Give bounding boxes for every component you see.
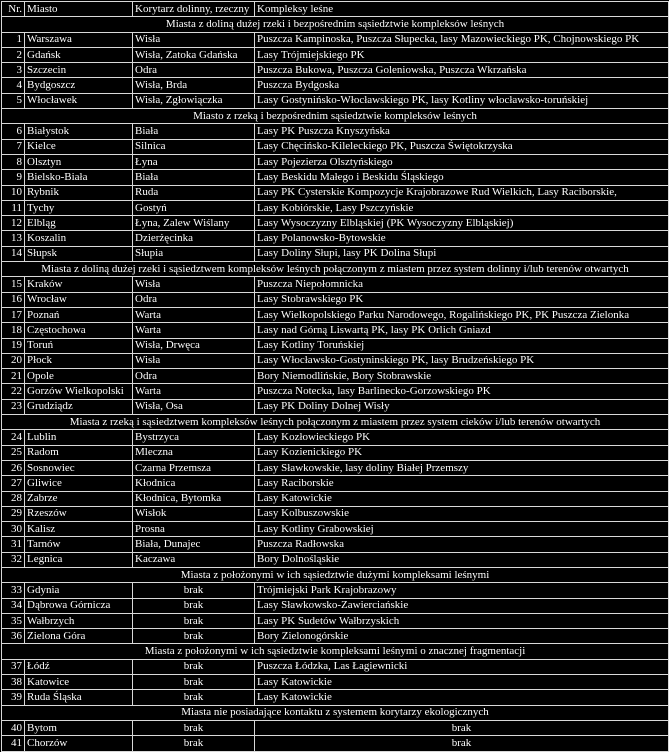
- table-row: [2, 307, 669, 322]
- cell-city: Białystok: [25, 124, 133, 139]
- table-row: [2, 613, 669, 628]
- table-row: [2, 675, 669, 690]
- cell-nr: 23: [2, 399, 25, 414]
- cell-corridor: Warta: [133, 323, 255, 338]
- cell-city: Chorzów: [25, 736, 133, 751]
- cell-nr: 17: [2, 307, 25, 322]
- cell-nr: 30: [2, 522, 25, 537]
- table-row: [2, 476, 669, 491]
- cell-corridor: Wisła, Zgłowiączka: [133, 93, 255, 108]
- cell-forest: Lasy Wielkopolskiego Parku Narodowego, Rogalińskiego PK, PK Puszcza Zielonka: [255, 307, 669, 322]
- cell-forest: Lasy Raciborskie: [255, 476, 669, 491]
- section-row: [2, 262, 669, 277]
- table-row: [2, 598, 669, 613]
- cell-city: Bydgoszcz: [25, 78, 133, 93]
- cell-city: Włocławek: [25, 93, 133, 108]
- cell-nr: 25: [2, 445, 25, 460]
- cell-corridor: Wisła: [133, 353, 255, 368]
- section-row: [2, 705, 669, 720]
- cell-forest: Lasy nad Górną Liswartą PK, lasy PK Orlich Gniazd: [255, 323, 669, 338]
- table-row: [2, 430, 669, 445]
- cell-nr: 8: [2, 154, 25, 169]
- cell-city: Kielce: [25, 139, 133, 154]
- cell-nr: 40: [2, 720, 25, 735]
- section-row: [2, 17, 669, 32]
- cell-forest: Lasy Chęcińsko-Kileleckiego PK, Puszcza Świętokrzyska: [255, 139, 669, 154]
- cell-corridor: Słupia: [133, 246, 255, 261]
- cell-city: Lublin: [25, 430, 133, 445]
- cell-nr: 29: [2, 506, 25, 521]
- cell-forest: Lasy Stobrawskiego PK: [255, 292, 669, 307]
- cell-forest: Lasy Kolbuszowskie: [255, 506, 669, 521]
- cell-forest: Lasy Kobiórskie, Lasy Pszczyńskie: [255, 200, 669, 215]
- cell-forest: Lasy Kozłowieckiego PK: [255, 430, 669, 445]
- cell-city: Elbląg: [25, 216, 133, 231]
- cell-corridor: brak: [133, 629, 255, 644]
- cell-nr: 18: [2, 323, 25, 338]
- table-row: [2, 78, 669, 93]
- cell-forest: Lasy Sławkowskie, lasy doliny Białej Przemszy: [255, 460, 669, 475]
- cell-city: Olsztyn: [25, 154, 133, 169]
- cell-corridor: Wisła, Drwęca: [133, 338, 255, 353]
- table-row: [2, 522, 669, 537]
- cell-city: Koszalin: [25, 231, 133, 246]
- cell-forest: Lasy PK Cysterskie Kompozycje Krajobrazowe Rud Wielkich, Lasy Raciborskie,: [255, 185, 669, 200]
- section-row: [2, 567, 669, 582]
- cell-nr: 4: [2, 78, 25, 93]
- cell-city: Gliwice: [25, 476, 133, 491]
- cell-corridor: Biała: [133, 170, 255, 185]
- cell-city: Wrocław: [25, 292, 133, 307]
- table-row: [2, 690, 669, 705]
- cell-corridor: Prosna: [133, 522, 255, 537]
- cell-forest: Lasy Kotliny Toruńskiej: [255, 338, 669, 353]
- table-row: [2, 93, 669, 108]
- cell-forest: Lasy PK Sudetów Wałbrzyskich: [255, 613, 669, 628]
- cell-corridor: Ruda: [133, 185, 255, 200]
- cell-corridor: Wisła, Osa: [133, 399, 255, 414]
- cell-corridor: brak: [133, 659, 255, 674]
- cell-forest: Bory Dolnośląskie: [255, 552, 669, 567]
- table-row: [2, 460, 669, 475]
- cell-forest: Lasy Doliny Słupi, lasy PK Dolina Słupi: [255, 246, 669, 261]
- cell-nr: 39: [2, 690, 25, 705]
- cell-nr: 22: [2, 384, 25, 399]
- cell-forest: Puszcza Kampinoska, Puszcza Słupecka, lasy Mazowieckiego PK, Chojnowskiego PK: [255, 32, 669, 47]
- cell-city: Tarnów: [25, 537, 133, 552]
- section-title: Miasta z położonymi w ich sąsiedztwie kompleksami leśnymi o znacznej fragmentacji: [2, 644, 669, 659]
- cell-forest: Lasy Pojezierza Olsztyńskiego: [255, 154, 669, 169]
- cell-corridor: Odra: [133, 63, 255, 78]
- cell-nr: 10: [2, 185, 25, 200]
- header-city: Miasto: [25, 2, 133, 17]
- cell-nr: 41: [2, 736, 25, 751]
- section-row: [2, 415, 669, 430]
- cell-city: Rzeszów: [25, 506, 133, 521]
- cell-nr: 32: [2, 552, 25, 567]
- cell-corridor: Łyna, Zalew Wiślany: [133, 216, 255, 231]
- cell-corridor: Kłodnica, Bytomka: [133, 491, 255, 506]
- table-row: [2, 170, 669, 185]
- table-row: [2, 537, 669, 552]
- table-row: [2, 445, 669, 460]
- cell-city: Słupsk: [25, 246, 133, 261]
- cell-forest: Puszcza Łódzka, Las Łagiewnicki: [255, 659, 669, 674]
- cell-nr: 11: [2, 200, 25, 215]
- cell-nr: 24: [2, 430, 25, 445]
- cell-nr: 20: [2, 353, 25, 368]
- table-row: [2, 583, 669, 598]
- table-row: [2, 32, 669, 47]
- cell-forest: Lasy Gostynińsko-Włocławskiego PK, lasy Kotliny włocławsko-toruńskiej: [255, 93, 669, 108]
- cell-corridor: Wisła: [133, 32, 255, 47]
- cell-corridor: Gostyń: [133, 200, 255, 215]
- cell-nr: 9: [2, 170, 25, 185]
- cell-city: Bytom: [25, 720, 133, 735]
- cell-city: Dąbrowa Górnicza: [25, 598, 133, 613]
- cell-corridor: Wisła: [133, 277, 255, 292]
- cell-nr: 6: [2, 124, 25, 139]
- cell-city: Radom: [25, 445, 133, 460]
- cell-city: Łódź: [25, 659, 133, 674]
- cell-forest: Lasy PK Puszcza Knyszyńska: [255, 124, 669, 139]
- table-row: [2, 139, 669, 154]
- cell-nr: 34: [2, 598, 25, 613]
- cell-corridor: Czarna Przemsza: [133, 460, 255, 475]
- section-title: Miasta z rzeką i sąsiedztwem kompleksów leśnych połączonym z miastem przez system cieków i/lub terenów otwartych: [2, 415, 669, 430]
- cell-forest: Puszcza Notecka, lasy Barlinecko-Gorzowskiego PK: [255, 384, 669, 399]
- cell-corridor: Łyna: [133, 154, 255, 169]
- cell-city: Poznań: [25, 307, 133, 322]
- cell-nr: 19: [2, 338, 25, 353]
- cell-city: Tychy: [25, 200, 133, 215]
- table-row: [2, 491, 669, 506]
- cell-nr: 33: [2, 583, 25, 598]
- header-corridor: Korytarz dolinny, rzeczny: [133, 2, 255, 17]
- cell-nr: 31: [2, 537, 25, 552]
- table-row: [2, 277, 669, 292]
- cell-city: Rybnik: [25, 185, 133, 200]
- cell-corridor: Odra: [133, 292, 255, 307]
- cell-nr: 36: [2, 629, 25, 644]
- section-title: Miasto z rzeką i bezpośrednim sąsiedztwie kompleksów leśnych: [2, 109, 669, 124]
- cell-corridor: brak: [133, 736, 255, 751]
- table-row: [2, 353, 669, 368]
- header-nr: Nr.: [2, 2, 25, 17]
- cell-nr: 14: [2, 246, 25, 261]
- cell-nr: 26: [2, 460, 25, 475]
- cell-corridor: brak: [133, 690, 255, 705]
- cell-corridor: Wisła, Zatoka Gdańska: [133, 47, 255, 62]
- cell-corridor: Wisłok: [133, 506, 255, 521]
- section-title: Miasta z doliną dużej rzeki i bezpośrednim sąsiedztwie kompleksów leśnych: [2, 17, 669, 32]
- table-row: [2, 292, 669, 307]
- cell-nr: 16: [2, 292, 25, 307]
- cell-corridor: Mleczna: [133, 445, 255, 460]
- section-row: [2, 109, 669, 124]
- cell-nr: 37: [2, 659, 25, 674]
- cell-forest: Lasy Włocławsko-Gostyninskiego PK, lasy Brudzeńskiego PK: [255, 353, 669, 368]
- cell-corridor: Warta: [133, 384, 255, 399]
- cell-city: Opole: [25, 369, 133, 384]
- table-row: [2, 323, 669, 338]
- cell-corridor: brak: [133, 613, 255, 628]
- cell-city: Legnica: [25, 552, 133, 567]
- cell-forest: Bory Niemodlińskie, Bory Stobrawskie: [255, 369, 669, 384]
- cell-corridor: brak: [133, 583, 255, 598]
- cell-forest: brak: [255, 720, 669, 735]
- cell-corridor: Kaczawa: [133, 552, 255, 567]
- cell-corridor: Kłodnica: [133, 476, 255, 491]
- cell-city: Toruń: [25, 338, 133, 353]
- cell-forest: Bory Zielonogórskie: [255, 629, 669, 644]
- header-forest: Kompleksy leśne: [255, 2, 669, 17]
- cell-city: Kraków: [25, 277, 133, 292]
- cell-city: Kalisz: [25, 522, 133, 537]
- cell-city: Wałbrzych: [25, 613, 133, 628]
- cell-forest: Lasy Kotliny Grabowskiej: [255, 522, 669, 537]
- cell-forest: Puszcza Bydgoska: [255, 78, 669, 93]
- cell-corridor: Biała: [133, 124, 255, 139]
- cell-nr: 27: [2, 476, 25, 491]
- cell-nr: 2: [2, 47, 25, 62]
- cell-city: Płock: [25, 353, 133, 368]
- cell-corridor: brak: [133, 675, 255, 690]
- cell-nr: 15: [2, 277, 25, 292]
- cell-corridor: Silnica: [133, 139, 255, 154]
- cell-nr: 12: [2, 216, 25, 231]
- cell-forest: Puszcza Radłowska: [255, 537, 669, 552]
- cell-nr: 38: [2, 675, 25, 690]
- table-row: [2, 629, 669, 644]
- cell-forest: Lasy PK Doliny Dolnej Wisły: [255, 399, 669, 414]
- table-row: [2, 506, 669, 521]
- table-row: [2, 200, 669, 215]
- cell-city: Bielsko-Biała: [25, 170, 133, 185]
- table-body: [2, 17, 669, 751]
- table-row: [2, 736, 669, 751]
- cell-city: Warszawa: [25, 32, 133, 47]
- cell-city: Ruda Śląska: [25, 690, 133, 705]
- table-row: [2, 552, 669, 567]
- table-row: [2, 231, 669, 246]
- cell-corridor: Odra: [133, 369, 255, 384]
- cell-forest: Lasy Polanowsko-Bytowskie: [255, 231, 669, 246]
- cell-corridor: Wisła, Brda: [133, 78, 255, 93]
- cell-forest: Puszcza Niepołomnicka: [255, 277, 669, 292]
- cell-city: Zabrze: [25, 491, 133, 506]
- header-row: [2, 2, 669, 17]
- cell-forest: Puszcza Bukowa, Puszcza Goleniowska, Puszcza Wkrzańska: [255, 63, 669, 78]
- table-row: [2, 124, 669, 139]
- cell-forest: Lasy Kozienickiego PK: [255, 445, 669, 460]
- cell-nr: 1: [2, 32, 25, 47]
- section-title: Miasta z położonymi w ich sąsiedztwie dużymi kompleksami leśnymi: [2, 567, 669, 582]
- cell-forest: Lasy Sławkowsko-Zawierciańskie: [255, 598, 669, 613]
- table-row: [2, 369, 669, 384]
- cities-corridors-table: [1, 1, 669, 752]
- cell-nr: 13: [2, 231, 25, 246]
- cell-corridor: Bystrzyca: [133, 430, 255, 445]
- table-row: [2, 659, 669, 674]
- cell-city: Gdynia: [25, 583, 133, 598]
- cell-city: Szczecin: [25, 63, 133, 78]
- cell-forest: Lasy Katowickie: [255, 690, 669, 705]
- table-row: [2, 63, 669, 78]
- cell-forest: Lasy Wysoczyzny Elbląskiej (PK Wysoczyzny Elbląskiej): [255, 216, 669, 231]
- table-row: [2, 47, 669, 62]
- cell-city: Gdańsk: [25, 47, 133, 62]
- table-row: [2, 399, 669, 414]
- cell-city: Grudziądz: [25, 399, 133, 414]
- cell-city: Gorzów Wielkopolski: [25, 384, 133, 399]
- cell-forest: Lasy Katowickie: [255, 491, 669, 506]
- cell-nr: 21: [2, 369, 25, 384]
- cell-corridor: brak: [133, 720, 255, 735]
- table-row: [2, 384, 669, 399]
- section-title: Miasta nie posiadające kontaktu z systemem korytarzy ekologicznych: [2, 705, 669, 720]
- table-row: [2, 154, 669, 169]
- cell-forest: Lasy Trójmiejskiego PK: [255, 47, 669, 62]
- cell-nr: 3: [2, 63, 25, 78]
- cell-forest: Lasy Beskidu Małego i Beskidu Śląskiego: [255, 170, 669, 185]
- table-row: [2, 246, 669, 261]
- cell-city: Zielona Góra: [25, 629, 133, 644]
- section-row: [2, 644, 669, 659]
- cell-nr: 28: [2, 491, 25, 506]
- cell-city: Częstochowa: [25, 323, 133, 338]
- table-row: [2, 720, 669, 735]
- cell-forest: Trójmiejski Park Krajobrazowy: [255, 583, 669, 598]
- cell-corridor: Dzierżęcinka: [133, 231, 255, 246]
- cell-nr: 7: [2, 139, 25, 154]
- cell-corridor: Biała, Dunajec: [133, 537, 255, 552]
- cell-nr: 35: [2, 613, 25, 628]
- cell-forest: brak: [255, 736, 669, 751]
- table-row: [2, 338, 669, 353]
- table-row: [2, 216, 669, 231]
- table-row: [2, 185, 669, 200]
- cell-corridor: Warta: [133, 307, 255, 322]
- cell-city: Katowice: [25, 675, 133, 690]
- cell-nr: 5: [2, 93, 25, 108]
- cell-forest: Lasy Katowickie: [255, 675, 669, 690]
- cell-city: Sosnowiec: [25, 460, 133, 475]
- cell-corridor: brak: [133, 598, 255, 613]
- section-title: Miasta z doliną dużej rzeki i sąsiedztwem kompleksów leśnych połączonym z miastem przez system dolinny i/lub terenów otwartych: [2, 262, 669, 277]
